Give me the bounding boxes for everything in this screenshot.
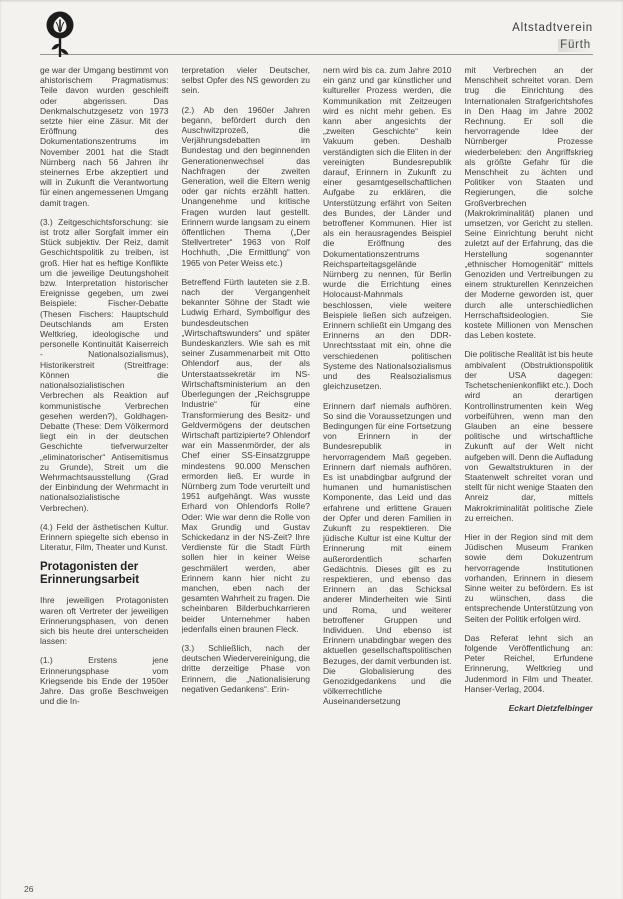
paragraph: (1.) Erstens jene Erinnerungsphase vom Kriegsende bis Ende der 1950er Jahre. Das große Beschweigen und die In- <box>40 655 169 707</box>
paragraph: ge war der Umgang bestimmt von ahistorischem Pragmatismus: Teile davon wurden geschleift oder abgerissen. Das Denkmalschutzgesetz von 1973 setzte hier eine Zäsur. Mit der Eröffnung des Dokumentationszentrums im November 2001 hat die Stadt Nürnberg nach 56 Jahren ihr steinernes Erbe akzeptiert und will in Zukunft die Verantwortung für einen angemessenen Umgang damit tragen. <box>40 65 169 208</box>
paragraph: Das Referat lehnt sich an folgende Veröffentlichung an: Peter Reichel, Erfundene Erinnerung, Weltkrieg und Judenmord in Film und Theater. Hanser-Verlag, 2004. <box>464 632 593 694</box>
altstadtverein-logo-icon <box>42 10 78 58</box>
paragraph: Erinnern darf niemals aufhören. So sind die Voraussetzungen und Bedingungen für eine Fortsetzung von Erinnern in der Bundesrepublik in hervorragendem Maß gegeben. Erinnern darf niemals aufhören. Es ist unabdingbar aufgrund der humanen und humanistischen Komponente, das Leid und das erfahrene und erlittene Grauen der Opfer und deren Familien in Zukunft zu respektieren. Die jüdische Kultur ist eine Kultur der Erinnerung mit einem außerordentlich scharfen Gedächtnis. Dieses gilt es zu respektieren, und ebenso das Erinnern an das Schicksal anderer Minderheiten wie Sinti und Roma, und weiterer betroffener Gruppen und Individuen. Und ebenso ist Erinnern unabdingbar wegen des aktuellen gesellschaftspolitischen Bezuges, der damit verbunden ist. Die Globalisierung des Genozidgedankens und die völkerrechtliche Auseinandersetzung <box>323 400 452 707</box>
page-header <box>0 0 623 52</box>
org-name: Altstadtverein <box>512 22 593 34</box>
paragraph: (3.) Schließlich, nach der deutschen Wiedervereinigung, die dritte derzeitige Phase von Erinnern, die „Nationalisierung negativen Gedankens“. Erin- <box>181 642 310 694</box>
author-byline: Eckart Dietzfelbinger <box>508 702 593 713</box>
article-columns <box>0 55 623 867</box>
section-heading: Protagonisten der Erinnerungsarbeit <box>40 561 140 587</box>
paragraph: mit Verbrechen an der Menschheit schreitet voran. Dem trug die Einrichtung des Internationalen Strafgerichtshofes in Den Haag im Jahre 2002 Rechnung. Er soll die hervorragende Idee der Nürnberger Prozesse wiederbeleben: den Angriffskrieg als größte Gefahr für die Menschheit zu ächten und Politiker von Staaten und Regierungen, die solche Großverbrechen (Makrokriminalität) planen und umsetzen, vor Gericht zu stellen. Seine Einrichtung beruht nicht zuletzt auf der Erfahrung, das die Herstellung sogenannter „ethnischer Homogenität“ mittels Genoziden und Vertreibungen zu einem strukturellen Kennzeichen der Moderne geworden ist, quer durch alle unterschiedlichen Herrschaftsideologien. Sie kostete Millionen von Menschen das Leben kostete. <box>464 65 593 341</box>
text-column-2 <box>182 65 311 867</box>
text-column-4 <box>465 65 594 867</box>
paragraph: terpretation vieler Deutscher, selbst Opfer des NS geworden zu sein. <box>181 65 310 96</box>
page-number: 26 <box>24 884 34 894</box>
paragraph: Betreffend Fürth lauteten sie z.B. nach der Vergangenheit bekannter Söhne der Stadt wie Ludwig Erhard, Symbolfigur des bundesdeutschen „Wirtschaftswunders“ und später Bundeskanzlers. Wie sah es mit seiner Zusammenarbeit mit Otto Ohlendorf aus, der als Unterstaatssekretär im NS-Wirtschaftsministerium an den Überlegungen der „Reichsgruppe Industrie“ für eine Transformierung des Besitz- und Geldvermögens der deutschen Wirtschaft partizipierte? Ohlendorf war ein Massenmörder, der als Chef einer SS-Einsatzgruppe mindestens 90.000 Menschen ermorden ließ. Er wurde in Nürnberg zum Tode verurteilt und 1951 aufgehängt. Was wusste Erhard von Ohlendorfs Rolle? Oder: Wie war denn die Rolle von Max Grundig und Gustav Schickedanz in der NS-Zeit? Ihre Verdienste für die Stadt Fürth sollen hier in keiner Weise geschmälert werden, aber Erinnern kann hier nicht zu manchen, eben nach der gesamten Wahrheit zu fragen. Die scheinbaren Bilderbuchkarrieren beider Unternehmer haben jedenfalls einen braunen Fleck. <box>181 276 310 634</box>
org-city: Fürth <box>560 39 591 51</box>
masthead-text <box>512 8 593 53</box>
text-column-1 <box>40 65 169 867</box>
paragraph: Die politische Realität ist bis heute ambivalent (Obstruktionspolitik der USA dagegen: Tschetschenienkonflikt etc.). Doch wird an derartigen Kontrollinstrumenten kein Weg vorbeiführen, wenn man den Glauben an eine bessere politische und wirtschaftliche Zukunft auf der Welt nicht aufgeben will. Denn die Aufladung von Gewaltstrukturen in der Staatenwelt schreitet voran und stellt für nicht wenige Staaten den Anreiz dar, mittels Makrokriminalität politische Ziele zu erreichen. <box>464 349 593 523</box>
paragraph: Hier in der Region sind mit dem Jüdischen Museum Franken sowie dem Dokuzentrum hervorragende Institutionen vorhanden, Erinnern in diesem Sinne weiter zu befördern. Es ist zu wünschen, dass die entsprechende Unterstützung von Seiten der Politik erfolgen wird. <box>464 531 593 624</box>
paragraph: (2.) Ab den 1960er Jahren begann, befördert durch den Auschwitzprozeß, die Verjährungsdebatten im Bundestag und den beginnenden Generationenwechsel das Nachfragen der zweiten Generation, weil die Eltern wenig oder gar nichts erzählt hatten. Unangenehme und kritische Fragen wurden laut gestellt. Erinnern wurde langsam zu einem öffentlichen Thema („Der Stellvertreter“ 1963 von Rolf Hochhuth, „Die Ermittlung“ von 1965 von Peter Weiss etc.) <box>181 104 310 268</box>
paragraph: nern wird bis ca. zum Jahre 2010 ein ganz und gar künstlicher und kultureller Prozess werden, die Kommunikation mit Zeitzeugen wird es nicht mehr geben. Es kann aber angesichts der „zweiten Geschichte“ kein Vakuum geben. Deshalb verständigten sich die Eliten in der vereinigten Bundesrepublik darauf, Erinnern in Zukunft zu einer gesamtgesellschaftlichen Aufgabe zu erklären, die Unterstützung erfährt von Seiten des Bundes, der Länder und betroffener Kommunen. Hier ist als ein herausragendes Beispiel die Eröffnung des Dokumentationszentrums Reichsparteitagsgelände Nürnberg zu nennen, für Berlin wurde die Errichtung eines Holocaust-Mahnmals beschlossen, viele weitere Beispiele ließen sich aufzeigen. Erinnern schließt ein Umgang des Erinnerns an den DDR-Unrechtsstaat mit ein, ohne die verschiedenen politischen Systeme des Nationalsozialismus und des Realsozialismus gleichzusetzen. <box>323 65 452 392</box>
paragraph: (4.) Feld der ästhetischen Kultur. Erinnern spiegelte sich ebenso in Literatur, Film, Theater und Kunst. <box>40 521 169 553</box>
text-column-3 <box>323 65 452 867</box>
paragraph: Ihre jeweiligen Protagonisten waren oft Vertreter der jeweiligen Erinnerungsphasen, von denen sich bis heute drei unterscheiden lassen: <box>40 595 169 647</box>
paragraph: (3.) Zeitgeschichtsforschung: sie ist trotz aller Sorgfalt immer ein Stück subjektiv. Der Reiz, damit Geschichtspolitik zu treiben, ist groß. Hier hat es heftige Konflikte um die jeweilige Deutungshoheit bzw. Interpretation historischer Ereignisse gegeben, um zwei Beispiele: Fischer-Debatte (Thesen Fischers: Hauptschuld Deutschlands am Ersten Weltkrieg, ideologische und personelle Kontinuität Kaiserreich - Nationalsozialismus), Historikerstreit (Streitfrage: Können die nationalsozialistischen Verbrechen als Reaktion auf kommunistische Verbrechen gesehen werden?), Goldhagen-Debatte (These: Dem Völkermord liegt ein in der deutschen Geschichte tiefverwurzelter „eliminatorischer“ Antisemitismus zu Grunde), Streit um die Wehrmachtsausstellung (Grad der Einbindung der Wehrmacht in nationalsozialistische Verbrechen). <box>40 216 169 513</box>
